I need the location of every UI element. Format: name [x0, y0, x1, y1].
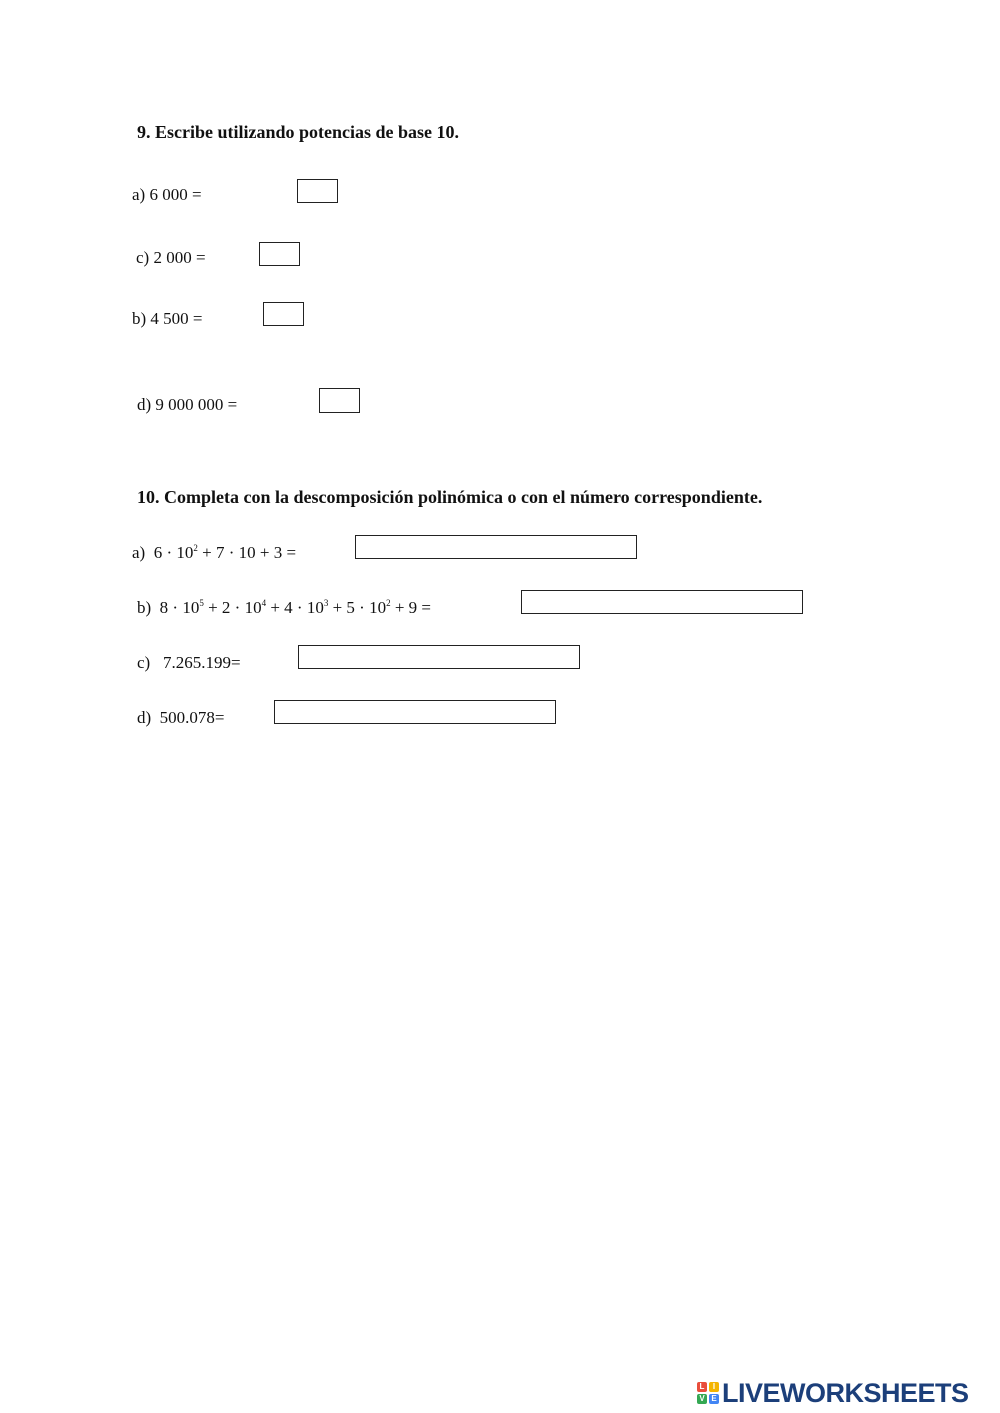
logo-text: LIVEWORKSHEETS	[722, 1378, 969, 1408]
item-10b-exponent: 2	[386, 598, 391, 608]
item-10b-term: + 2 · 10	[203, 598, 262, 617]
item-10c-term: 7.265.199=	[162, 653, 241, 672]
item-9c-label: c) 2 000 =	[136, 248, 206, 267]
item-10c-label	[137, 653, 241, 673]
item-10d-prefix: d)	[137, 708, 152, 727]
logo-tile: L	[697, 1382, 707, 1392]
logo-tiles-icon	[697, 1382, 719, 1404]
item-10b-term: + 5 · 10	[328, 598, 387, 617]
logo-tile: V	[697, 1394, 707, 1404]
item-10b-term: + 9 =	[390, 598, 432, 617]
section-9-title: 9. Escribe utilizando potencias de base 10.	[137, 122, 460, 142]
item-10a-prefix: a)	[132, 543, 146, 562]
item-10a-exponent: 2	[193, 543, 198, 553]
item-9b-label: b) 4 500 =	[132, 309, 203, 328]
item-9a-answer-box[interactable]	[297, 179, 338, 203]
logo-tile: E	[709, 1394, 719, 1404]
item-9c-answer-box[interactable]	[259, 242, 300, 266]
item-10a-term: + 7 · 10 + 3 =	[197, 543, 297, 562]
item-10d-label	[137, 708, 225, 728]
item-10c-answer-box[interactable]	[298, 645, 580, 669]
item-10c-prefix: c)	[137, 653, 151, 672]
item-10a-term: 6 · 10	[153, 543, 194, 562]
item-10a-label	[132, 543, 296, 563]
item-10b-prefix: b)	[137, 598, 152, 617]
item-9a-label: a) 6 000 =	[132, 185, 202, 204]
item-10b-label	[137, 598, 431, 618]
item-10b-exponent: 3	[323, 598, 329, 608]
item-10b-answer-box[interactable]	[521, 590, 803, 614]
item-10b-term: 8 · 10	[159, 598, 200, 617]
item-9d-label: d) 9 000 000 =	[137, 395, 238, 414]
item-10b-exponent: 5	[199, 598, 204, 608]
item-9b-answer-box[interactable]	[263, 302, 304, 326]
item-10b-exponent: 4	[261, 598, 267, 608]
item-10a-answer-box[interactable]	[355, 535, 637, 559]
logo-tile: I	[709, 1382, 719, 1392]
item-10d-term: 500.078=	[159, 708, 225, 727]
item-10d-answer-box[interactable]	[274, 700, 556, 724]
liveworksheets-logo	[697, 1378, 969, 1408]
item-10b-term: + 4 · 10	[266, 598, 324, 617]
item-9d-answer-box[interactable]	[319, 388, 360, 413]
section-10-title: 10. Completa con la descomposición polinómica o con el número correspondiente.	[137, 487, 763, 507]
